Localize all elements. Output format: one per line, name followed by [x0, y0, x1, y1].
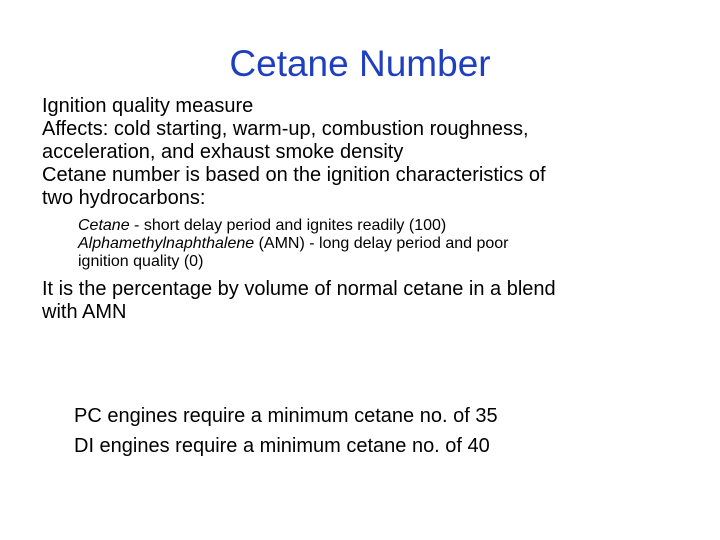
sub-bullet-amn [42, 235, 682, 271]
term-alphamethylnaphthalene: Alphamethylnaphthalene [78, 235, 255, 252]
bullet-text: Ignition quality measure [42, 95, 254, 117]
bullet-text-continued: with AMN [42, 301, 127, 323]
engine-requirements [74, 401, 498, 461]
bullet-text: It is the percentage by volume of normal cetane in a blend [42, 278, 556, 300]
sub-bullet-text-continued: ignition quality (0) [78, 253, 204, 270]
note-di-engines: DI engines require a minimum cetane no. of 40 [74, 435, 490, 457]
sub-bullet-cetane [42, 217, 682, 235]
bullet-ignition-quality [42, 95, 682, 118]
bullet-list [42, 95, 682, 324]
bullet-text-continued: acceleration, and exhaust smoke density [42, 141, 404, 163]
term-cetane: Cetane [78, 217, 130, 234]
sub-bullet-text: (AMN) - long delay period and poor [254, 235, 509, 252]
bullet-text-continued: two hydrocarbons: [42, 187, 206, 209]
sub-bullet-text: - short delay period and ignites readily (100) [129, 217, 447, 234]
bullet-text: Affects: cold starting, warm-up, combustion roughness, [42, 118, 529, 140]
bullet-affects [42, 118, 682, 164]
bullet-text: Cetane number is based on the ignition characteristics of [42, 164, 546, 186]
note-pc-engines: PC engines require a minimum cetane no. of 35 [74, 405, 498, 427]
bullet-cetane-basis [42, 164, 682, 210]
bullet-percentage [42, 278, 682, 324]
slide-title: Cetane Number [229, 43, 491, 84]
